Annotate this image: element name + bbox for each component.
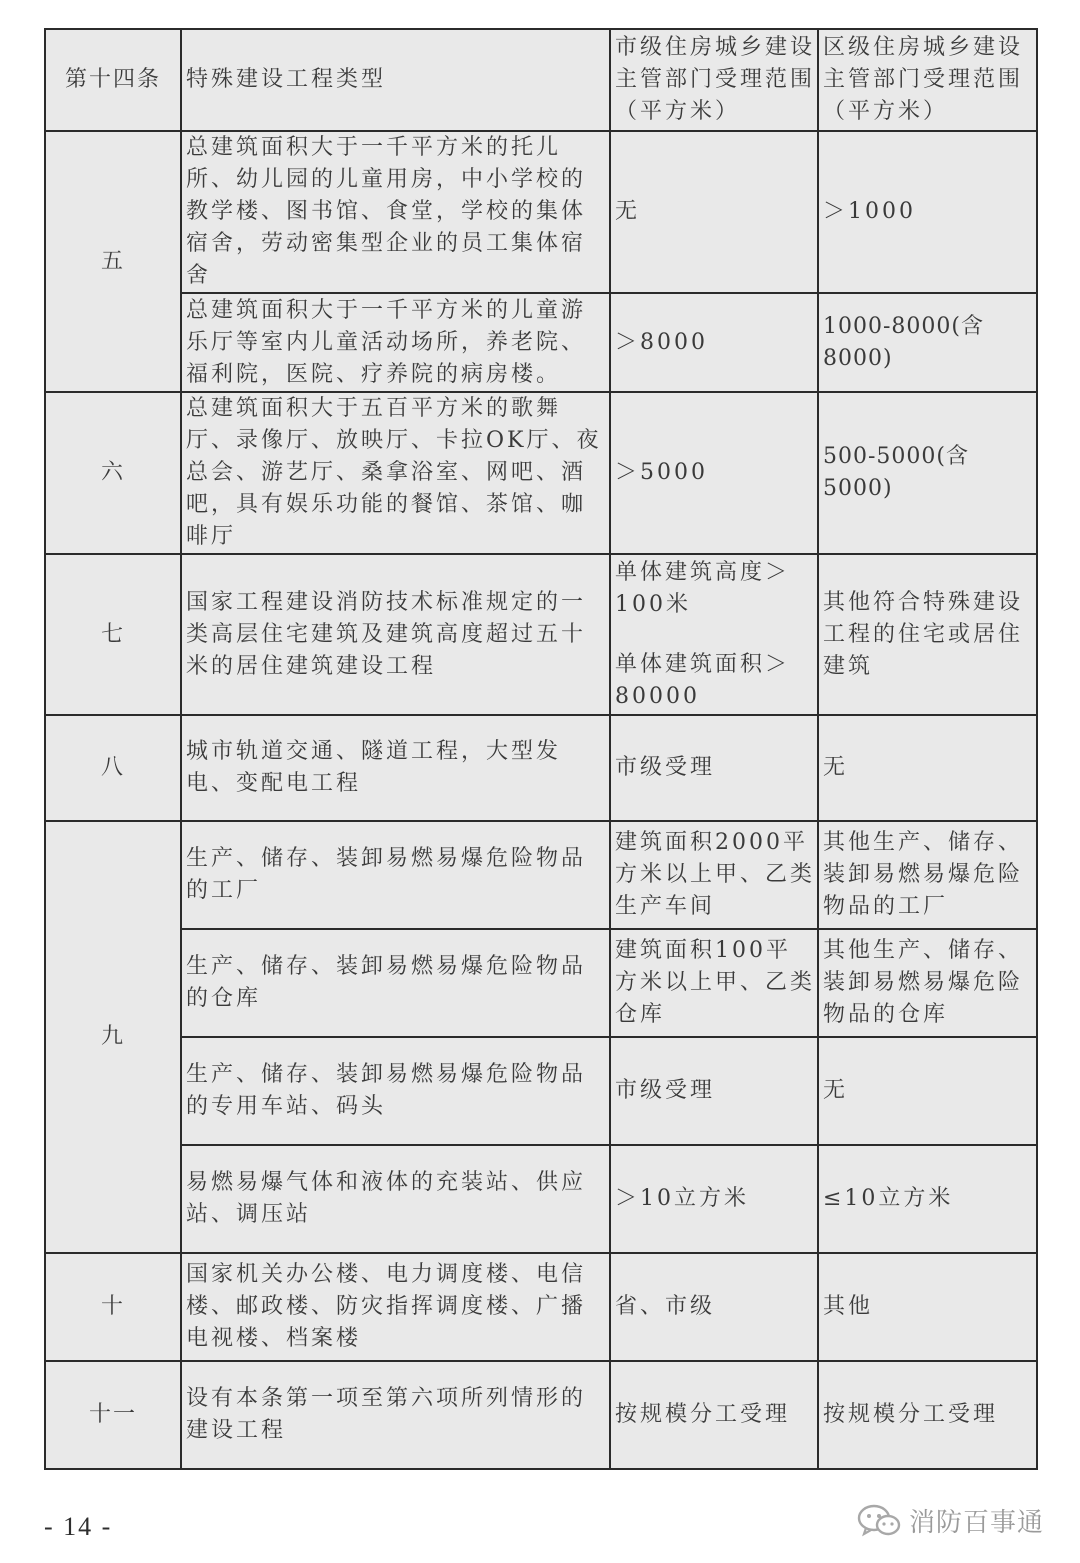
item-number: 八	[45, 715, 181, 821]
project-type-cell: 城市轨道交通、隧道工程，大型发电、变配电工程	[181, 715, 610, 821]
project-type-cell: 生产、储存、装卸易燃易爆危险物品的工厂	[181, 821, 610, 929]
item-number: 六	[45, 392, 181, 554]
spacer	[615, 621, 815, 649]
district-scope-cell: 按规模分工受理	[818, 1361, 1037, 1469]
city-scope-area: 单体建筑面积＞80000	[615, 651, 791, 709]
item-number: 十一	[45, 1361, 181, 1469]
city-scope-cell: 无	[610, 131, 818, 293]
watermark-text: 消防百事通	[908, 1508, 1044, 1538]
district-scope-cell: 1000-8000(含8000)	[818, 293, 1037, 392]
project-type-cell: 总建筑面积大于五百平方米的歌舞厅、录像厅、放映厅、卡拉OK厅、夜总会、游艺厅、桑拿浴室、网吧、酒吧，具有娱乐功能的餐馆、茶馆、咖啡厅	[181, 392, 610, 554]
city-scope-height: 单体建筑高度＞100米	[615, 559, 791, 617]
city-scope-cell: ＞8000	[610, 293, 818, 392]
wechat-icon	[857, 1503, 901, 1539]
project-type-cell: 总建筑面积大于一千平方米的托儿所、幼儿园的儿童用房，中小学校的教学楼、图书馆、食堂，学校的集体宿舍，劳动密集型企业的员工集体宿舍	[181, 131, 610, 293]
city-scope-cell	[610, 554, 818, 715]
city-scope-cell: 市级受理	[610, 715, 818, 821]
item-number: 七	[45, 554, 181, 715]
district-scope-cell: ≤10立方米	[818, 1145, 1037, 1253]
district-scope-cell: 其他	[818, 1253, 1037, 1361]
item-number: 九	[45, 821, 181, 1253]
fire-review-scope-table	[44, 28, 1038, 1470]
city-scope-cell: 按规模分工受理	[610, 1361, 818, 1469]
item-number: 五	[45, 131, 181, 392]
header-city-scope: 市级住房城乡建设主管部门受理范围（平方米）	[610, 29, 818, 131]
district-scope-cell: 其他生产、储存、装卸易燃易爆危险物品的仓库	[818, 929, 1037, 1037]
district-scope-cell: ＞1000	[818, 131, 1037, 293]
item-number: 十	[45, 1253, 181, 1361]
project-type-cell: 设有本条第一项至第六项所列情形的建设工程	[181, 1361, 610, 1469]
city-scope-cell: 建筑面积100平方米以上甲、乙类仓库	[610, 929, 818, 1037]
district-scope-cell: 无	[818, 715, 1037, 821]
project-type-cell: 生产、储存、装卸易燃易爆危险物品的专用车站、码头	[181, 1037, 610, 1145]
city-scope-cell: 市级受理	[610, 1037, 818, 1145]
city-scope-cell: ＞10立方米	[610, 1145, 818, 1253]
header-project-type: 特殊建设工程类型	[181, 29, 610, 131]
project-type-cell: 生产、储存、装卸易燃易爆危险物品的仓库	[181, 929, 610, 1037]
header-article: 第十四条	[45, 29, 181, 131]
watermark	[857, 1502, 1044, 1539]
page-number: - 14 -	[44, 1512, 113, 1541]
district-scope-cell: 无	[818, 1037, 1037, 1145]
city-scope-cell: 省、市级	[610, 1253, 818, 1361]
project-type-cell: 国家工程建设消防技术标准规定的一类高层住宅建筑及建筑高度超过五十米的居住建筑建设工程	[181, 554, 610, 715]
fire-review-scope-table-container	[44, 28, 1036, 1443]
project-type-cell: 国家机关办公楼、电力调度楼、电信楼、邮政楼、防灾指挥调度楼、广播电视楼、档案楼	[181, 1253, 610, 1361]
district-scope-cell: 其他符合特殊建设工程的住宅或居住建筑	[818, 554, 1037, 715]
project-type-cell: 总建筑面积大于一千平方米的儿童游乐厅等室内儿童活动场所，养老院、福利院，医院、疗养院的病房楼。	[181, 293, 610, 392]
project-type-cell: 易燃易爆气体和液体的充装站、供应站、调压站	[181, 1145, 610, 1253]
city-scope-cell: ＞5000	[610, 392, 818, 554]
district-scope-cell: 其他生产、储存、装卸易燃易爆危险物品的工厂	[818, 821, 1037, 929]
district-scope-cell: 500-5000(含5000)	[818, 392, 1037, 554]
header-district-scope: 区级住房城乡建设主管部门受理范围（平方米）	[818, 29, 1037, 131]
city-scope-cell: 建筑面积2000平方米以上甲、乙类生产车间	[610, 821, 818, 929]
